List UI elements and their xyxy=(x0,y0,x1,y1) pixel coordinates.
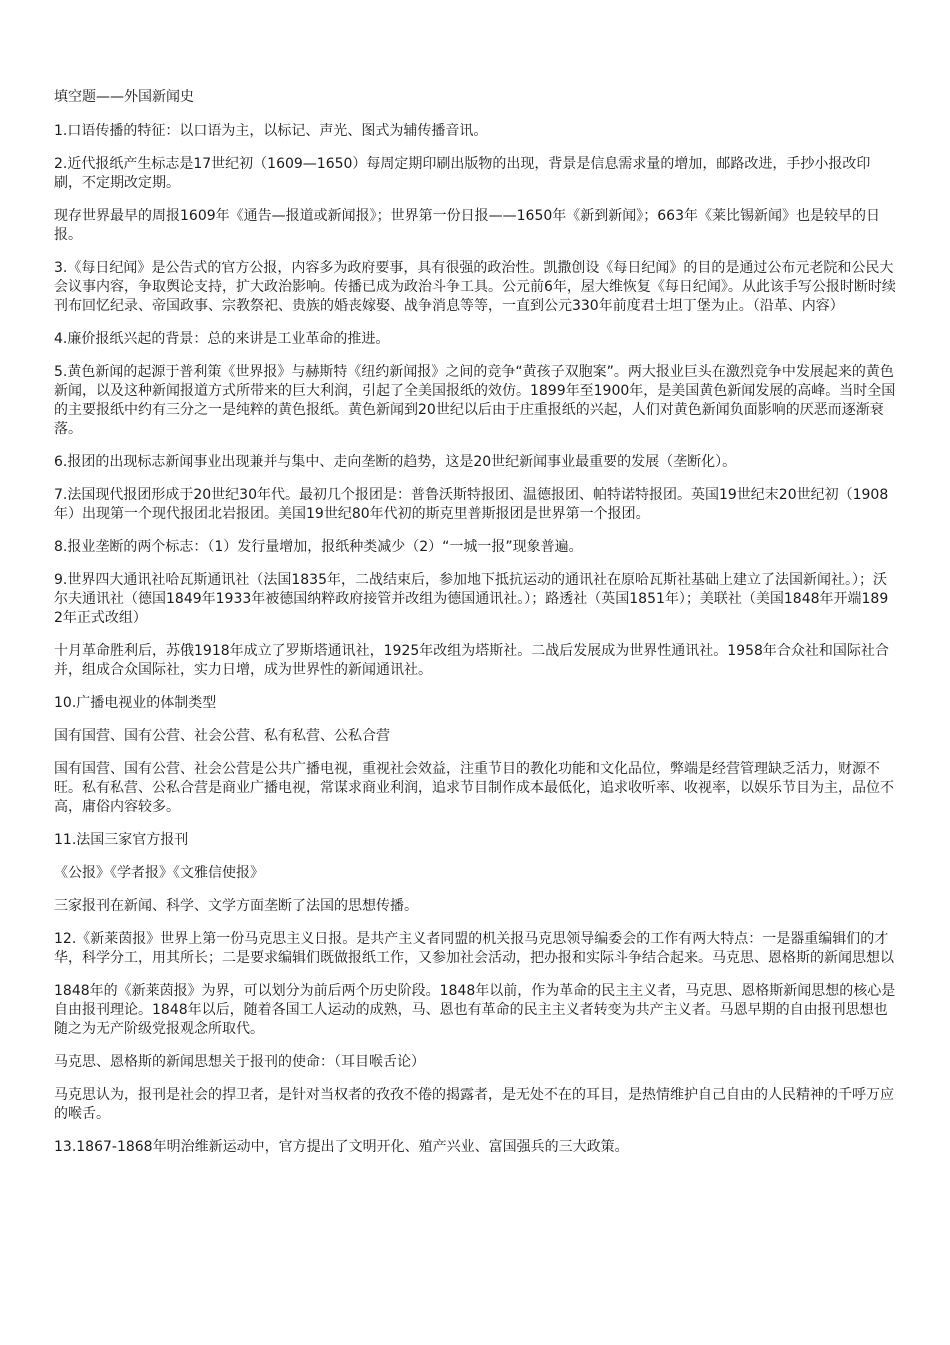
paragraph-18: 12.《新莱茵报》世界上第一份马克思主义日报。是共产主义者同盟的机关报马克思领导编委会的工作有两大特点：一是器重编辑们的才华，科学分工，用其所长；二是要求编辑们既做报纸工作，又参加社会活动，把办报和实际斗争结合起来。马克思、恩格斯的新闻思想以 xyxy=(54,931,894,966)
paragraph-17: 三家报刊在新闻、科学、文学方面垄断了法国的思想传播。 xyxy=(54,898,418,914)
paragraph-21: 马克思认为，报刊是社会的捍卫者，是针对当权者的孜孜不倦的揭露者，是无处不在的耳目，是热情维护自己自由的人民精神的千呼万应的喉舌。 xyxy=(54,1087,894,1122)
paragraph-8: 7.法国现代报团形成于20世纪30年代。最初几个报团是：普鲁沃斯特报团、温德报团、帕特诺特报团。英国19世纪末20世纪初（1908年）出现第一个现代报团北岩报团。美国19世纪80年代初的斯克里普斯报团是世界第一个报团。 xyxy=(54,487,889,522)
paragraph-1: 1.口语传播的特征：以口语为主，以标记、声光、图式为辅传播音讯。 xyxy=(54,123,488,139)
paragraph-2: 2.近代报纸产生标志是17世纪初（1609—1650）每周定期印刷出版物的出现，背景是信息需求量的增加，邮路改进，手抄小报改印刷，不定期改定期。 xyxy=(54,156,871,191)
paragraph-10: 9.世界四大通讯社哈瓦斯通讯社（法国1835年，二战结束后，参加地下抵抗运动的通讯社在原哈瓦斯社基础上建立了法国新闻社。）；沃尔夫通讯社（德国1849年1933年被德国纳粹政府接管并改组为德国通讯社。）；路透社（英国1851年）；美联社（美国1848年开端1892年正式改组） xyxy=(54,572,889,626)
paragraph-5: 4.廉价报纸兴起的背景：总的来讲是工业革命的推进。 xyxy=(54,331,390,347)
paragraph-14: 国有国营、国有公营、社会公营是公共广播电视，重视社会效益，注重节目的教化功能和文化品位，弊端是经营管理缺乏活力，财源不旺。私有私营、公私合营是商业广播电视，常谋求商业利润，追求节目制作成本最低化，追求收听率、收视率，以娱乐节目为主，品位不高，庸俗内容较多。 xyxy=(54,761,894,815)
paragraph-19: 1848年的《新莱茵报》为界，可以划分为前后两个历史阶段。1848年以前，作为革命的民主主义者，马克思、恩格斯新闻思想的核心是自由报刊理论。1848年以后，随着各国工人运动的成熟，马、恩也有革命的民主主义者转变为共产主义者。马恩早期的自由报刊思想也随之为无产阶级党报观念所取代。 xyxy=(54,983,896,1037)
paragraph-15: 11.法国三家官方报刊 xyxy=(54,832,189,848)
paragraph-22: 13.1867-1868年明治维新运动中，官方提出了文明开化、殖产兴业、富国强兵的三大政策。 xyxy=(54,1139,629,1155)
paragraph-12: 10.广播电视业的体制类型 xyxy=(54,695,217,711)
paragraph-4: 3.《每日纪闻》是公告式的官方公报，内容多为政府要事，具有很强的政治性。凯撒创设《每日纪闻》的目的是通过公布元老院和公民大会议事内容，争取舆论支持，扩大政治影响。传播已成为政治斗争工具。公元前6年，屋大维恢复《每日纪闻》。从此该手写公报时断时续刊布回忆纪录、帝国政事、宗教祭祀、贵族的婚丧嫁娶、战争消息等等，一直到公元330年前度君士坦丁堡为止。（沿革、内容） xyxy=(54,260,896,314)
document-title: 填空题——外国新闻史 xyxy=(54,89,194,105)
paragraph-7: 6.报团的出现标志新闻事业出现兼并与集中、走向垄断的趋势，这是20世纪新闻事业最重要的发展（垄断化）。 xyxy=(54,454,737,470)
paragraph-6: 5.黄色新闻的起源于普利策《世界报》与赫斯特《纽约新闻报》之间的竞争“黄孩子双胞案”。两大报业巨头在激烈竞争中发展起来的黄色新闻，以及这种新闻报道方式所带来的巨大利润，引起了全美国报纸的效仿。1899年至1900年，是美国黄色新闻发展的高峰。当时全国的主要报纸中约有三分之一是纯粹的黄色报纸。黄色新闻到20世纪以后由于庄重报纸的兴起，人们对黄色新闻负面影响的厌恶而逐渐衰落。 xyxy=(54,364,896,437)
paragraph-3: 现存世界最早的周报1609年《通告—报道或新闻报》；世界第一份日报——1650年《新到新闻》；663年《莱比锡新闻》也是较早的日报。 xyxy=(54,208,880,243)
paragraph-13: 国有国营、国有公营、社会公营、私有私营、公私合营 xyxy=(54,728,390,744)
paragraph-11: 十月革命胜利后，苏俄1918年成立了罗斯塔通讯社，1925年改组为塔斯社。二战后发展成为世界性通讯社。1958年合众社和国际社合并，组成合众国际社，实力日增，成为世界性的新闻通讯社。 xyxy=(54,643,889,678)
document-body xyxy=(54,88,896,1171)
paragraph-20: 马克思、恩格斯的新闻思想关于报刊的使命：（耳目喉舌论） xyxy=(54,1054,425,1070)
paragraph-9: 8.报业垄断的两个标志：（1）发行量增加，报纸种类减少（2）“一城一报”现象普遍。 xyxy=(54,539,583,555)
paragraph-16: 《公报》《学者报》《文雅信使报》 xyxy=(54,865,264,881)
